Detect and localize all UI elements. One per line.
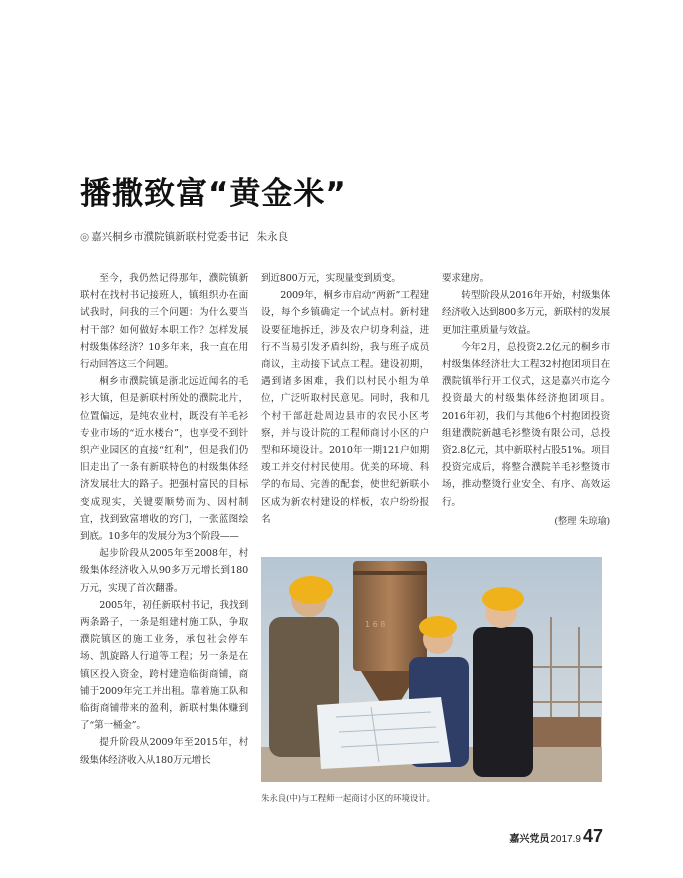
page-number: 47: [582, 826, 603, 846]
paragraph: 今年2月，总投资2.2亿元的桐乡市村级集体经济壮大工程32村抱团项目在濮院镇举行开工仪式，这是嘉兴市迄今投资最大的村级集体经济抱团项目。2016年初，我们与其他6个村抱团投资组建濮院新越毛衫整烫有限公司，总投资2.8亿元，其中新联村占股51%。项目投资完成后，将整合濮院羊毛衫整烫市场，推动整烫行业安全、有序、高效运行。: [442, 341, 610, 508]
paragraph: 至今，我仍然记得那年，濮院镇新联村在找村书记接班人，镇组织办在面试我时，问我的三个问题：为什么要当村干部？如何做好本职工作？怎样发展村级集体经济？10多年来，我一直在用行动回答这三个问题。: [80, 273, 248, 371]
paragraph: 2005年，初任新联村书记，我找到两条路子，一条是组建村施工队，争取濮院镇区的施工业务，承包社会停车场、凯旋路人行道等工程；另一条是在镇区投入资金，跨村建造临街商铺，商铺于2009年完工并出租。靠着施工队和临街商铺带来的盈利，新联村集体赚到了“第一桶金”。: [80, 599, 248, 732]
paragraph: 2009年，桐乡市启动“两新”工程建设，每个乡镇确定一个试点村。新村建设要征地拆迁，涉及农户切身利益，进行不当易引发矛盾纠纷，我与班子成员商议，主动接下试点工程。建设初期，遇到诸多困难，我们以村民小组为单位，广泛听取村民意见。同时，我和几个村干部赶赴周边县市的农民小区考察，并与设计院的工程师商讨小区的户型和环境设计。2010年一期121户如期竣工并交付村民使用。优美的环境、科学的布局、完善的配套，使世纪新联小区成为新农村建设的样板，农户纷纷报名: [261, 290, 429, 525]
paragraph: 提升阶段从2009年至2015年，村级集体经济收入从180万元增长: [80, 737, 248, 766]
byline-mark-icon: ◎: [80, 231, 90, 243]
photo-caption: 朱永良(中)与工程师一起商讨小区的环境设计。: [261, 793, 436, 803]
issue-number: 2017.9: [550, 834, 581, 845]
article-title: 播撒致富“黄金米”: [80, 176, 347, 212]
paragraph: 到近800万元，实现量变到质变。: [261, 273, 401, 284]
byline-author: 朱永良: [256, 231, 289, 243]
svg-text:1 6 8: 1 6 8: [365, 620, 386, 629]
construction-site-illustration: [261, 557, 602, 782]
article-column-2: [261, 270, 429, 528]
byline: [80, 229, 288, 244]
paragraph: 转型阶段从2016年开始，村级集体经济收入达到800多万元，新联村的发展更加注重质量与效益。: [442, 290, 611, 336]
editor-note: (整理 朱琼瑜): [554, 515, 610, 527]
paragraph: 起步阶段从2005年至2008年，村级集体经济收入从90多万元增长到180万元，实现了首次翻番。: [80, 548, 248, 594]
byline-org: 嘉兴桐乡市濮院镇新联村党委书记: [91, 231, 249, 243]
paragraph: 要求建房。: [442, 273, 489, 284]
article-photo: [261, 557, 602, 782]
page-footer: [509, 826, 603, 847]
article-column-3: [442, 270, 610, 530]
paragraph: 桐乡市濮院镇是浙北远近闻名的毛衫大镇，但是新联村所处的濮院北片，位置偏远，是纯农业村，既没有羊毛衫专业市场的“近水楼台”，也享受不到针织产业园区的直接“红利”，但是我们仍旧走出了一条有新联特色的村级集体经济发展壮大的路子。把强村富民的目标变成现实，关键要顺势而为、因村制宜，找到致富增收的窍门，一张蓝图绘到底。10多年的发展分为3个阶段——: [80, 376, 248, 543]
article-column-1: [80, 270, 248, 769]
magazine-name: 嘉兴党员: [509, 834, 550, 845]
